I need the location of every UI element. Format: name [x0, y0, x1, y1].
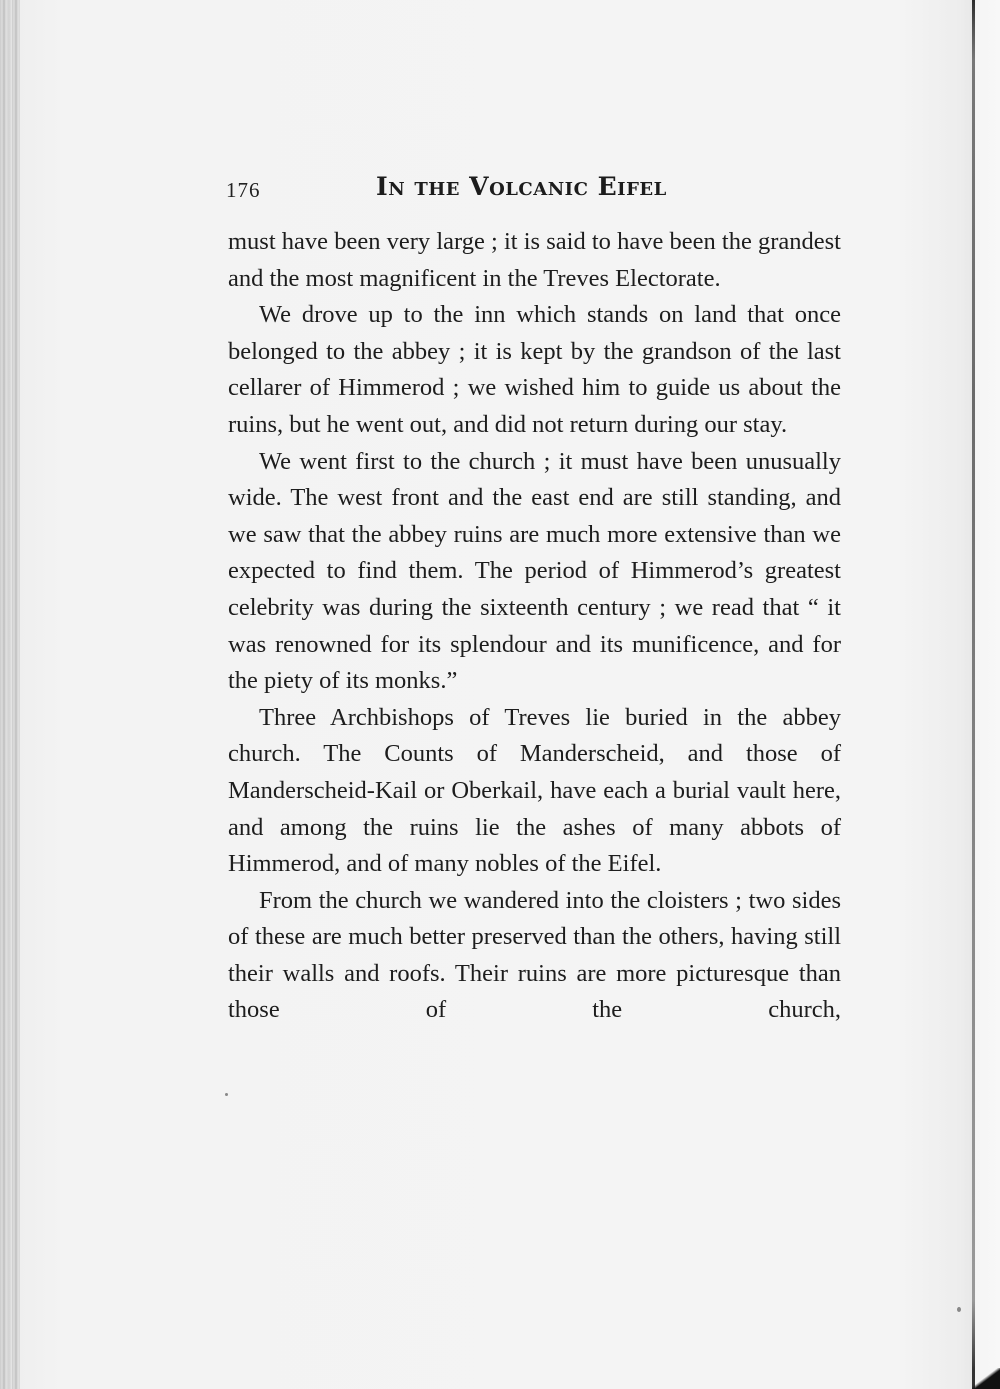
running-title: In the Volcanic Eifel — [376, 172, 667, 201]
paragraph: From the church we wandered into the cloisters ; two sides of these are much better preserved than the others, having still their walls and roofs. Their ruins are more picturesque than those of the church, — [228, 886, 841, 1024]
page-stack-edge — [0, 0, 20, 1389]
paragraph: Three Archbishops of Treves lie buried in the abbey church. The Counts of Manderscheid, and those of Manderscheid-Kail or Oberkail, have each a burial vault here, and among the ruins lie the ashes of many abbots of Himmerod, and of many nobles of the Eifel. — [228, 703, 841, 878]
paragraph: We drove up to the inn which stands on land that once belonged to the abbey ; it is kept by the grandson of the last cellarer of Himmerod ; we wished him to guide us about the ruins, but he went out, and did not return during our stay. — [228, 301, 841, 438]
page-number: 176 — [226, 178, 261, 202]
binding-gutter — [972, 0, 975, 1389]
paragraph: must have been very large ; it is said to have been the grandest and the most magnificent in the Treves Electorate. — [228, 228, 841, 292]
print-speck — [225, 1093, 228, 1096]
print-speck — [957, 1307, 961, 1312]
paragraph: We went first to the church ; it must have been unusually wide. The west front and the east end are still standing, and we saw that the abbey ruins are much more extensive than we expected to find them. The period of Himmerod’s greatest celebrity was during the sixteenth century ; we read that “ it was renowned for its splendour and its munificence, and for the piety of its monks.” — [228, 447, 841, 695]
running-header — [226, 172, 840, 206]
body-text — [228, 224, 841, 1029]
corner-shadow — [972, 1368, 1000, 1389]
